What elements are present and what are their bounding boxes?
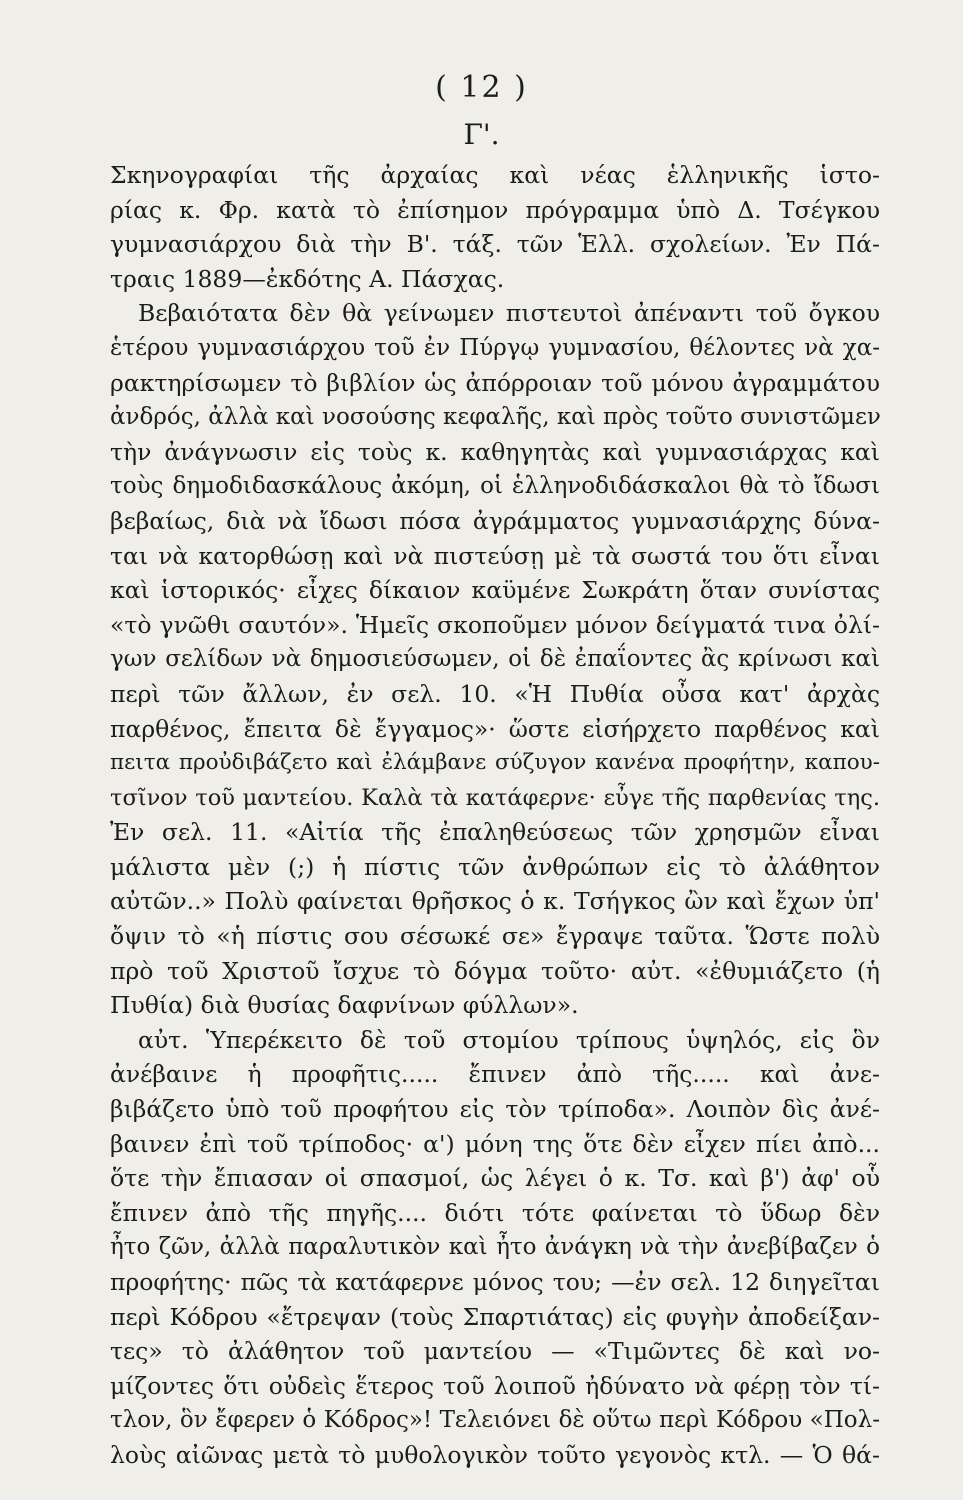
text-line: Πυθία) διὰ θυσίας δαφνίνων φύλλων». bbox=[110, 991, 579, 1020]
text-line: ται νὰ κατορθώσῃ καὶ νὰ πιστεύσῃ μὲ τὰ σωστά του ὅτι εἶναι bbox=[110, 541, 880, 570]
text-line: τοὺς δημοδιδασκάλους ἀκόμη, οἱ ἑλληνοδιδάσκαλοι θὰ τὸ ἴδωσι bbox=[110, 473, 880, 500]
text-line: περὶ τῶν ἄλλων, ἐν σελ. 10. «Ἡ Πυθία οὖσα κατ' ἀρχὰς bbox=[110, 679, 880, 708]
text-line: ἦτο ζῶν, ἀλλὰ παραλυτικὸν καὶ ἦτο ἀνάγκη νὰ τὴν ἀνεβίβαζεν ὁ bbox=[110, 1234, 880, 1261]
text-line: ὄψιν τὸ «ἡ πίστις σου σέσωκέ σε» ἔγραψε ταῦτα. Ὥστε πολὺ bbox=[110, 922, 880, 951]
text-line: περὶ Κόδρου «ἔτρεψαν (τοὺς Σπαρτιάτας) εἰς φυγὴν ἀποδείξαν- bbox=[110, 1302, 880, 1331]
text-line: μάλιστα μὲν (;) ἡ πίστις τῶν ἀνθρώπων εἰς τὸ ἀλάθητον bbox=[110, 852, 880, 881]
text-line: γων σελίδων νὰ δημοσιεύσωμεν, οἱ δὲ ἐπαΐοντες ἂς κρίνωσι καὶ bbox=[110, 646, 880, 673]
text-line: ἔπινεν ἀπὸ τῆς πηγῆς.... διότι τότε φαίνεται τὸ ὕδωρ δὲν bbox=[110, 1198, 880, 1227]
text-line: πειτα προὐδιβάζετο καὶ ἐλάμβανε σύζυγον κανένα προφήτην, καπου- bbox=[110, 750, 880, 776]
text-line: ὅτε τὴν ἔπιασαν οἱ σπασμοί, ὡς λέγει ὁ κ. Τσ. καὶ β') ἀφ' οὗ bbox=[110, 1164, 880, 1193]
text-line: Σκηνογραφίαι τῆς ἀρχαίας καὶ νέας ἑλληνικῆς ἱστο- bbox=[110, 161, 880, 189]
text-line: καὶ ἱστορικός· εἶχες δίκαιον καϋμένε Σωκράτη ὅταν συνίστας bbox=[110, 576, 880, 605]
text-line: προφήτης· πῶς τὰ κατάφερνε μόνος του; —ἐν σελ. 12 διηγεῖται bbox=[110, 1268, 880, 1296]
text-line: τραις 1889—ἐκδότης Α. Πάσχας. bbox=[110, 264, 505, 293]
text-line: παρθένος, ἔπειτα δὲ ἔγγαμος»· ὥστε εἰσήρχετο παρθένος καὶ bbox=[110, 714, 880, 743]
text-line: αὐτῶν..» Πολὺ φαίνεται θρῆσκος ὁ κ. Τσήγκος ὢν καὶ ἔχων ὑπ' bbox=[110, 887, 880, 916]
text-line: ρίας κ. Φρ. κατὰ τὸ ἐπίσημον πρόγραμμα ὑπὸ Δ. Τσέγκου bbox=[110, 195, 880, 224]
text-line: ἑτέρου γυμνασιάρχου τοῦ ἐν Πύργῳ γυμνασίου, θέλοντες νὰ χα- bbox=[110, 334, 880, 361]
text-line: βιβάζετο ὑπὸ τοῦ προφήτου εἰς τὸν τρίποδα». Λοιπὸν δὶς ἀνέ- bbox=[110, 1095, 880, 1124]
page-number: ( 12 ) bbox=[435, 70, 528, 105]
text-line: ἀνέβαινε ἡ προφῆτις..... ἔπινεν ἀπὸ τῆς..... καὶ ἀνε- bbox=[110, 1060, 880, 1089]
text-line: βεβαίως, διὰ νὰ ἴδωσι πόσα ἀγράμματος γυμνασιάρχης δύνα- bbox=[110, 506, 880, 535]
text-line: γυμνασιάρχου διὰ τὴν Β'. τάξ. τῶν Ἑλλ. σχολείων. Ἐν Πά- bbox=[110, 230, 880, 259]
text-line: τες» τὸ ἀλάθητον τοῦ μαντείου — «Τιμῶντες δὲ καὶ νο- bbox=[110, 1337, 880, 1366]
body-text bbox=[110, 158, 880, 1473]
text-line: Ἐν σελ. 11. «Αἰτία τῆς ἐπαληθεύσεως τῶν χρησμῶν εἶναι bbox=[110, 818, 880, 847]
text-line: αὐτ. Ὑπερέκειτο δὲ τοῦ στομίου τρίπους ὑψηλός, εἰς ὃν bbox=[138, 1025, 880, 1054]
text-line: ρακτηρίσωμεν τὸ βιβλίον ὡς ἀπόρροιαν τοῦ μόνου ἀγραμμάτου bbox=[110, 368, 880, 397]
text-line: λοὺς αἰῶνας μετὰ τὸ μυθολογικὸν τοῦτο γεγονὸς κτλ. — Ὁ θά- bbox=[110, 1440, 880, 1469]
text-line: τὴν ἀνάγνωσιν εἰς τοὺς κ. καθηγητὰς καὶ γυμνασιάρχας καὶ bbox=[110, 437, 880, 466]
section-marker: Γ'. bbox=[463, 118, 500, 151]
text-line: πρὸ τοῦ Χριστοῦ ἴσχυε τὸ δόγμα τοῦτο· αὐτ. «ἐθυμιάζετο (ἡ bbox=[110, 956, 880, 985]
text-line: Βεβαιότατα δὲν θὰ γείνωμεν πιστευτοὶ ἀπέναντι τοῦ ὄγκου bbox=[138, 299, 880, 328]
text-line: βαινεν ἐπὶ τοῦ τρίποδος· α') μόνη της ὅτε δὲν εἶχεν πίει ἀπὸ... bbox=[110, 1129, 880, 1158]
text-line: μίζοντες ὅτι οὐδεὶς ἕτερος τοῦ λοιποῦ ἠδύνατο νὰ φέρῃ τὸν τί- bbox=[110, 1371, 880, 1400]
text-line: ἀνδρός, ἀλλὰ καὶ νοσούσης κεφαλῆς, καὶ πρὸς τοῦτο συνιστῶμεν bbox=[110, 404, 881, 431]
text-line: «τὸ γνῶθι σαυτόν». Ἡμεῖς σκοποῦμεν μόνον δείγματά τινα ὀλί- bbox=[110, 610, 880, 639]
text-line: τλον, ὃν ἔφερεν ὁ Κόδρος»! Τελειόνει δὲ οὕτω περὶ Κόδρου «Πολ- bbox=[110, 1407, 880, 1434]
text-line: τσῖνον τοῦ μαντείου. Καλὰ τὰ κατάφερνε· εὖγε τῆς παρθενίας της. bbox=[110, 784, 880, 811]
